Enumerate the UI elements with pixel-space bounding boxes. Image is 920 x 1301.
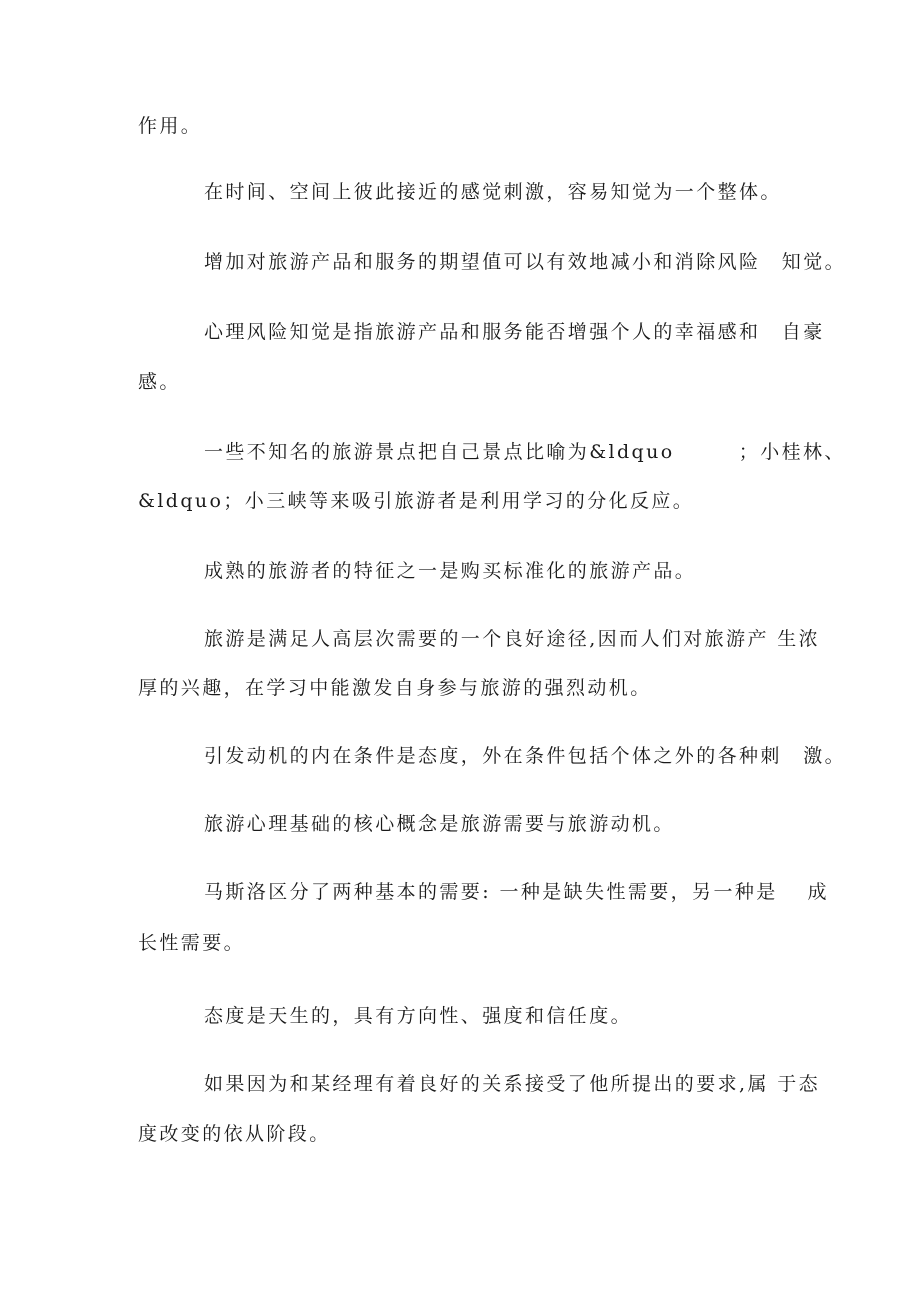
paragraph-line: 一些不知名的旅游景点把自己景点比喻为&ldquo ；小桂林、 bbox=[204, 441, 846, 463]
paragraph-line: 在时间、空间上彼此接近的感觉刺激，容易知觉为一个整体。 bbox=[204, 181, 782, 203]
paragraph-line: 长性需要。 bbox=[138, 932, 246, 954]
paragraph-line: 感。 bbox=[138, 371, 181, 393]
paragraph-line: 度改变的依从阶段。 bbox=[138, 1123, 331, 1145]
paragraph-continuation-line: 作用。 bbox=[138, 115, 203, 137]
paragraph-line: &ldquo；小三峡等来吸引旅游者是利用学习的分化反应。 bbox=[138, 490, 695, 512]
paragraph-line: 心理风险知觉是指旅游产品和服务能否增强个人的幸福感和 自豪 bbox=[204, 321, 825, 343]
paragraph-line: 厚的兴趣，在学习中能激发自身参与旅游的强烈动机。 bbox=[138, 677, 652, 699]
paragraph-line: 成熟的旅游者的特征之一是购买标准化的旅游产品。 bbox=[204, 560, 697, 582]
paragraph-line: 引发动机的内在条件是态度，外在条件包括个体之外的各种刺 激。 bbox=[204, 745, 847, 767]
paragraph-line: 如果因为和某经理有着良好的关系接受了他所提出的要求,属 于态 bbox=[204, 1073, 821, 1095]
paragraph-line: 旅游是满足人高层次需要的一个良好途径,因而人们对旅游产 生浓 bbox=[204, 628, 821, 650]
paragraph-line: 态度是天生的，具有方向性、强度和信任度。 bbox=[204, 1005, 633, 1027]
paragraph-line: 马斯洛区分了两种基本的需要: 一种是缺失性需要，另一种是 成 bbox=[204, 881, 829, 903]
paragraph-line: 旅游心理基础的核心概念是旅游需要与旅游动机。 bbox=[204, 813, 675, 835]
paragraph-line: 增加对旅游产品和服务的期望值可以有效地减小和消除风险 知觉。 bbox=[204, 251, 847, 273]
